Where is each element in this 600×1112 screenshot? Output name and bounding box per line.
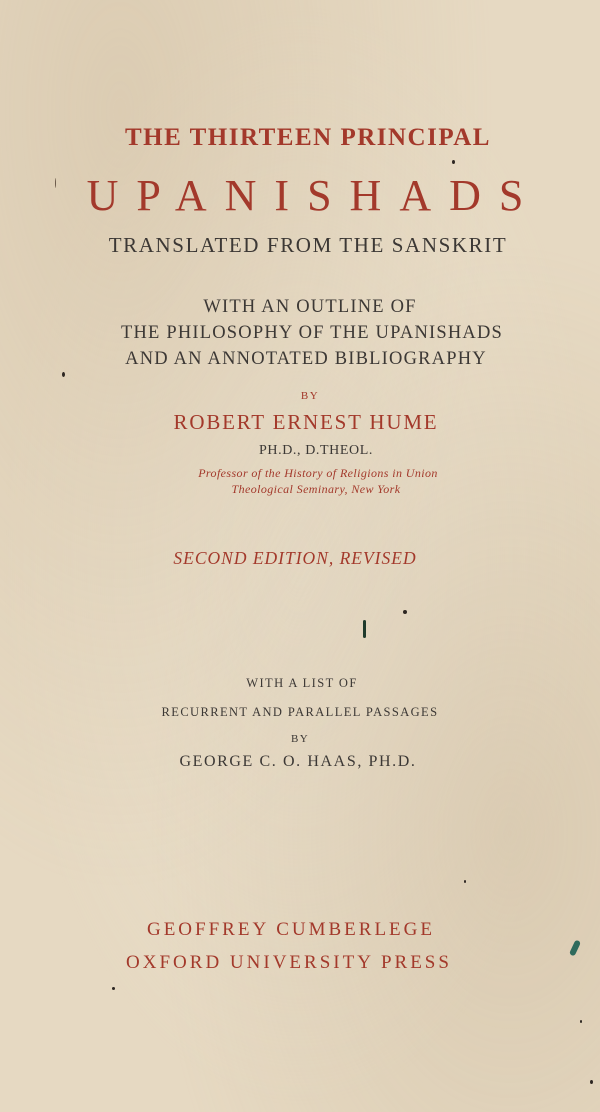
speck	[363, 620, 366, 638]
outline-line-1: WITH AN OUTLINE OF	[203, 297, 417, 317]
passages-line-1: WITH A LIST OF	[246, 676, 358, 690]
outline-line-3: AND AN ANNOTATED BIBLIOGRAPHY	[125, 349, 487, 369]
edition-label: SECOND EDITION, REVISED	[173, 548, 417, 568]
speck	[452, 160, 455, 164]
by-label-2: BY	[290, 733, 310, 745]
author-affiliation-line-1: Professor of the History of Religions in Union	[198, 466, 438, 480]
author-affiliation-line-2: Theological Seminary, New York	[231, 482, 401, 496]
speck	[580, 1020, 582, 1023]
speck	[55, 178, 56, 188]
author-name: ROBERT ERNEST HUME	[173, 410, 439, 434]
publisher-line-2: OXFORD UNIVERSITY PRESS	[126, 952, 452, 973]
author-degrees: PH.D., D.THEOL.	[259, 443, 373, 458]
speck	[590, 1080, 593, 1084]
speck	[62, 372, 65, 377]
speck	[403, 610, 407, 614]
contributor-name: GEORGE C. O. HAAS, PH.D.	[179, 753, 417, 770]
passages-line-2: RECURRENT AND PARALLEL PASSAGES	[161, 705, 439, 719]
title-line-1: THE THIRTEEN PRINCIPAL	[125, 124, 491, 151]
speck	[112, 987, 115, 990]
publisher-line-1: GEOFFREY CUMBERLEGE	[146, 919, 435, 940]
outline-line-2: THE PHILOSOPHY OF THE UPANISHADS	[120, 323, 504, 343]
subtitle: TRANSLATED FROM THE SANSKRIT	[108, 233, 508, 257]
speck	[569, 939, 581, 956]
speck	[464, 880, 466, 883]
by-label: BY	[300, 390, 320, 402]
book-title: UPANISHADS	[86, 171, 542, 220]
